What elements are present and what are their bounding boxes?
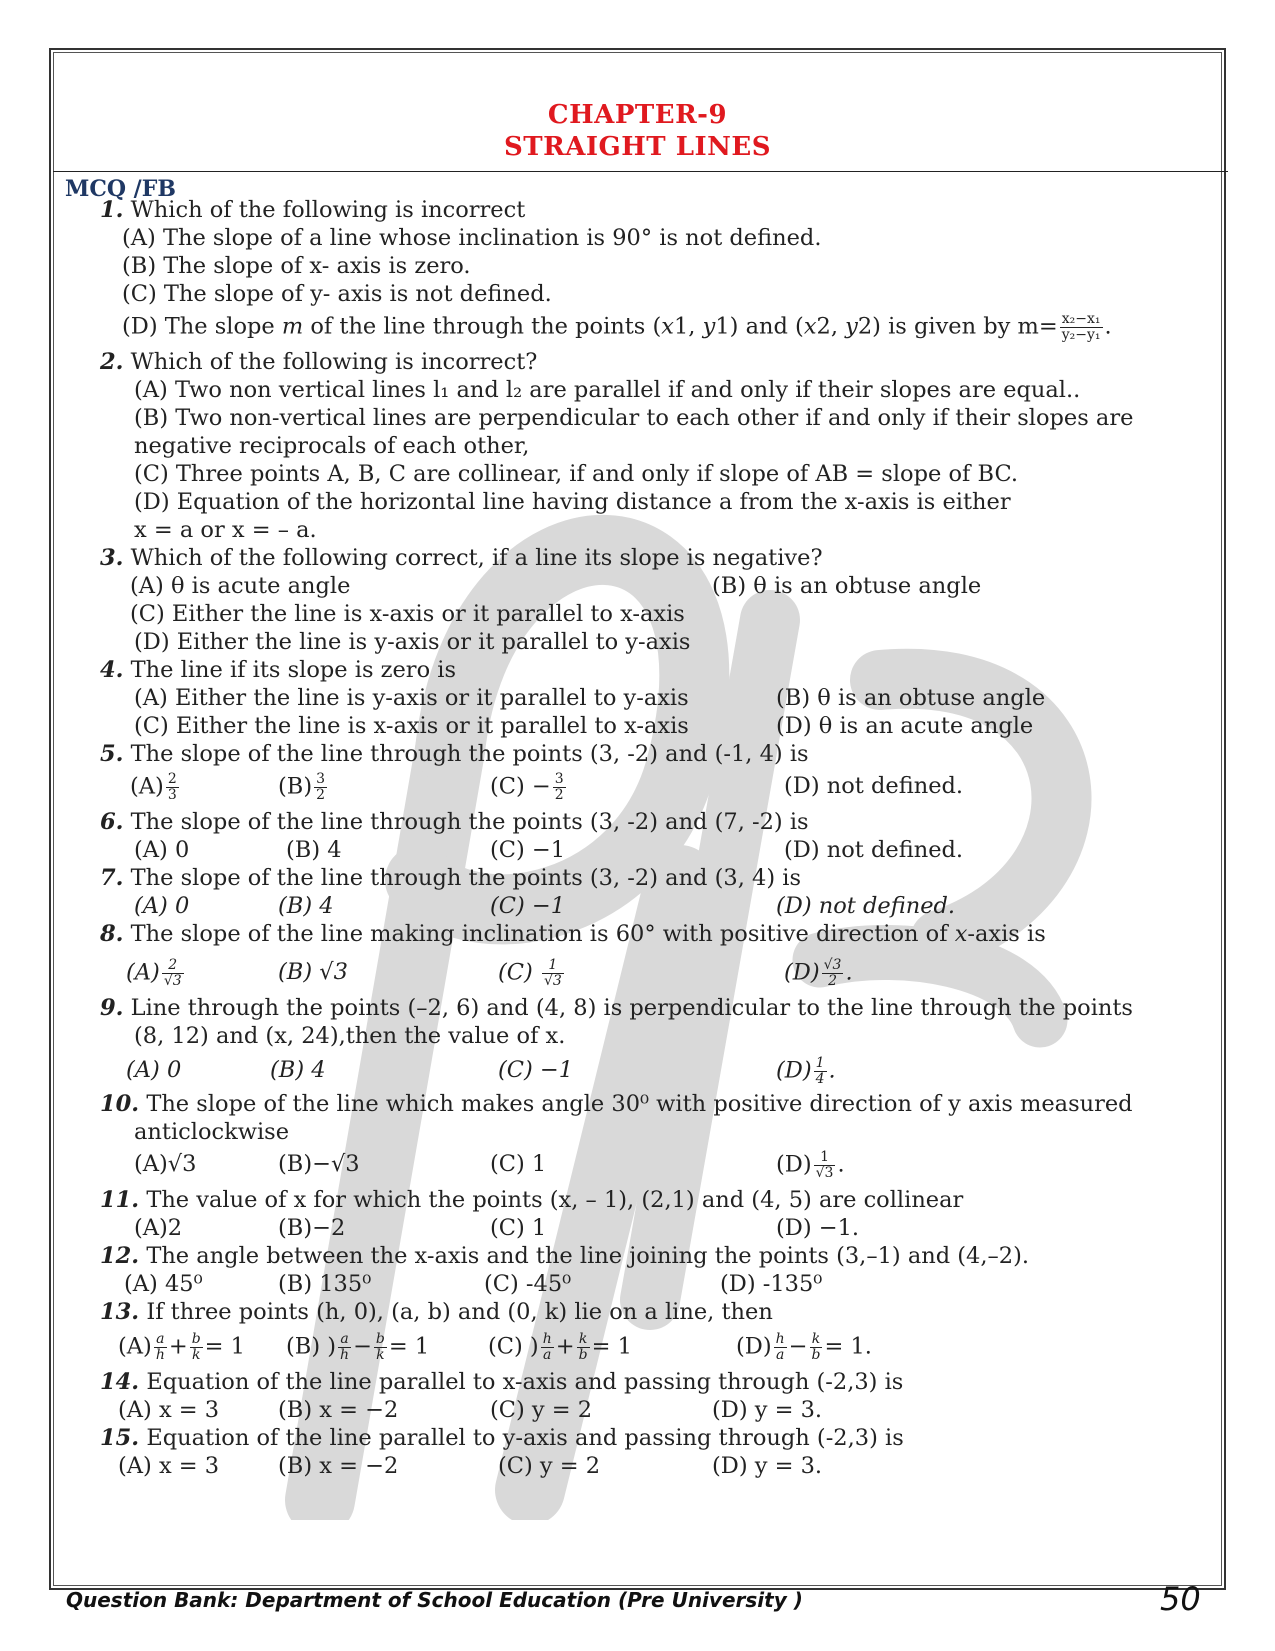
option-c: (C) −1 xyxy=(490,837,566,863)
question-14: 14. Equation of the line parallel to x-axis and passing through (-2,3) is xyxy=(100,1369,904,1395)
option-c: (C) ) $\frac{h}{a}$ + $\frac{k}{b}$ = 1 xyxy=(488,1331,632,1363)
option-b: (B) x = −2 xyxy=(278,1397,399,1423)
option-c: (C) −1 xyxy=(498,1057,574,1083)
option-a: (A)√3 xyxy=(134,1151,197,1177)
option-d: (D) y = 3. xyxy=(712,1453,823,1479)
question-9-cont: (8, 12) and (x, 24),then the value of x. xyxy=(134,1023,566,1049)
chapter-title: STRAIGHT LINES xyxy=(503,132,772,162)
footer-text: Question Bank: Department of School Education (Pre University ) xyxy=(66,1588,803,1612)
option-c: (C) $\frac{1}{√3}$ xyxy=(498,957,562,989)
option-d-cont: x = a or x = – a. xyxy=(134,517,317,543)
question-8: 8. The slope of the line making inclination is 60° with positive direction of x-axis is xyxy=(100,921,1046,947)
option-c: (C) −1 xyxy=(490,893,566,919)
option-c: (C) Either the line is x-axis or it parallel to x-axis xyxy=(134,713,689,739)
option-b: (B) θ is an obtuse angle xyxy=(776,685,1046,711)
option-c: (C) y = 2 xyxy=(490,1397,593,1423)
option-b: (B)−√3 xyxy=(278,1151,360,1177)
question-text: Which of the following is incorrect xyxy=(130,197,526,223)
option-c: (C) − $\frac{3}{2}$ xyxy=(490,771,564,803)
question-1 xyxy=(100,196,525,224)
question-4: 4. The line if its slope is zero is xyxy=(100,657,457,683)
question-12: 12. The angle between the x-axis and the line joining the points (3,–1) and (4,–2). xyxy=(100,1243,1030,1269)
option-a: (A) The slope of a line whose inclination is 90° is not defined. xyxy=(122,225,822,251)
option-c: (C) 1 xyxy=(490,1215,547,1241)
option-d: (D) y = 3. xyxy=(712,1397,823,1423)
option-a: (A) 0 xyxy=(134,837,190,863)
option-a: (A) $\frac{2}{3}$ xyxy=(130,771,177,803)
option-a: (A) 45⁰ xyxy=(124,1271,203,1297)
question-2: 2. Which of the following is incorrect? xyxy=(100,349,538,375)
heading-rule xyxy=(53,171,1228,172)
option-a: (A) x = 3 xyxy=(118,1397,220,1423)
option-d: (D) not defined. xyxy=(784,773,964,799)
slope-fraction: $\frac{\text{x₂−x₁}}{\text{y₂−y₁}}$ xyxy=(1061,311,1101,343)
option-a: (A) 0 xyxy=(134,893,190,919)
option-a: (A) Two non vertical lines l₁ and l₂ are parallel if and only if their slopes are equal.. xyxy=(134,377,1081,403)
question-5: 5. The slope of the line through the points (3, -2) and (-1, 4) is xyxy=(100,741,809,767)
option-d: (D) -135⁰ xyxy=(720,1271,823,1297)
chapter-number: CHAPTER-9 xyxy=(547,100,728,130)
option-a: (A) 0 xyxy=(126,1057,182,1083)
question-7: 7. The slope of the line through the points (3, -2) and (3, 4) is xyxy=(100,865,801,891)
option-a: (A) Either the line is y-axis or it parallel to y-axis xyxy=(134,685,689,711)
option-c: (C) Either the line is x-axis or it parallel to x-axis xyxy=(130,601,685,627)
option-d: (D) Either the line is y-axis or it parallel to y-axis xyxy=(134,629,691,655)
option-d: (D) θ is an acute angle xyxy=(776,713,1034,739)
option-b: (B) $\frac{3}{2}$ xyxy=(278,771,326,803)
option-b: (B) 4 xyxy=(270,1057,326,1083)
option-b: (B) x = −2 xyxy=(278,1453,399,1479)
option-d: (D) $\frac{1}{4}$ . xyxy=(776,1055,836,1087)
question-9: 9. Line through the points (–2, 6) and (4, 8) is perpendicular to the line through the points xyxy=(100,995,1133,1021)
option-a: (A) $\frac{2}{√3}$ xyxy=(126,957,182,989)
option-d: (D) not defined. xyxy=(784,837,964,863)
option-b: (B)−2 xyxy=(278,1215,346,1241)
option-d: (D) $\frac{1}{√3}$ . xyxy=(776,1149,845,1181)
question-15: 15. Equation of the line parallel to y-axis and passing through (-2,3) is xyxy=(100,1425,904,1451)
question-10: 10. The slope of the line which makes angle 30⁰ with positive direction of y axis measured xyxy=(100,1091,1133,1117)
option-c: (C) The slope of y- axis is not defined. xyxy=(122,281,552,307)
option-b-cont: negative reciprocals of each other, xyxy=(134,433,530,459)
option-d: (D) not defined. xyxy=(776,893,956,919)
question-number: 1. xyxy=(100,197,124,223)
option-d: (D) $\frac{√3}{2}$ . xyxy=(784,957,853,989)
question-3: 3. Which of the following correct, if a line its slope is negative? xyxy=(100,545,823,571)
option-b: (B) The slope of x- axis is zero. xyxy=(122,253,471,279)
option-d: (D) Equation of the horizontal line having distance a from the x-axis is either xyxy=(134,489,1011,515)
option-c: (C) y = 2 xyxy=(498,1453,601,1479)
option-a: (A) θ is acute angle xyxy=(130,573,351,599)
page-number: 50 xyxy=(1160,1580,1201,1618)
option-a: (A)2 xyxy=(134,1215,183,1241)
option-b: (B) ) $\frac{a}{h}$ − $\frac{b}{k}$ = 1 xyxy=(286,1331,430,1363)
option-a: (A) x = 3 xyxy=(118,1453,220,1479)
option-b: (B) θ is an obtuse angle xyxy=(712,573,982,599)
option-b: (B) Two non-vertical lines are perpendicular to each other if and only if their slopes are xyxy=(134,405,1134,431)
option-d: (D) −1. xyxy=(776,1215,860,1241)
question-10-cont: anticlockwise xyxy=(134,1119,290,1145)
option-b: (B) √3 xyxy=(278,959,348,985)
question-6: 6. The slope of the line through the points (3, -2) and (7, -2) is xyxy=(100,809,809,835)
option-c: (C) -45⁰ xyxy=(484,1271,572,1297)
section-label: MCQ /FB xyxy=(65,176,176,202)
option-c: (C) 1 xyxy=(490,1151,547,1177)
option-a: (A) $\frac{a}{h}$ + $\frac{b}{k}$ = 1 xyxy=(118,1331,245,1363)
option-d: (D) The slope m of the line through the points (x1, y1) and (x2, y2) is given by m= $\frac{\text{x₂−x₁}}{\text{y₂−y₁}}$ . xyxy=(122,311,1112,343)
option-b: (B) 135⁰ xyxy=(278,1271,372,1297)
question-11: 11. The value of x for which the points (x, – 1), (2,1) and (4, 5) are collinear xyxy=(100,1187,964,1213)
option-c: (C) Three points A, B, C are collinear, if and only if slope of AB = slope of BC. xyxy=(134,461,1019,487)
option-b: (B) 4 xyxy=(278,893,334,919)
option-d: (D) $\frac{h}{a}$ − $\frac{k}{b}$ = 1. xyxy=(736,1331,872,1363)
question-13: 13. If three points (h, 0), (a, b) and (0, k) lie on a line, then xyxy=(100,1299,773,1325)
option-b: (B) 4 xyxy=(286,837,342,863)
